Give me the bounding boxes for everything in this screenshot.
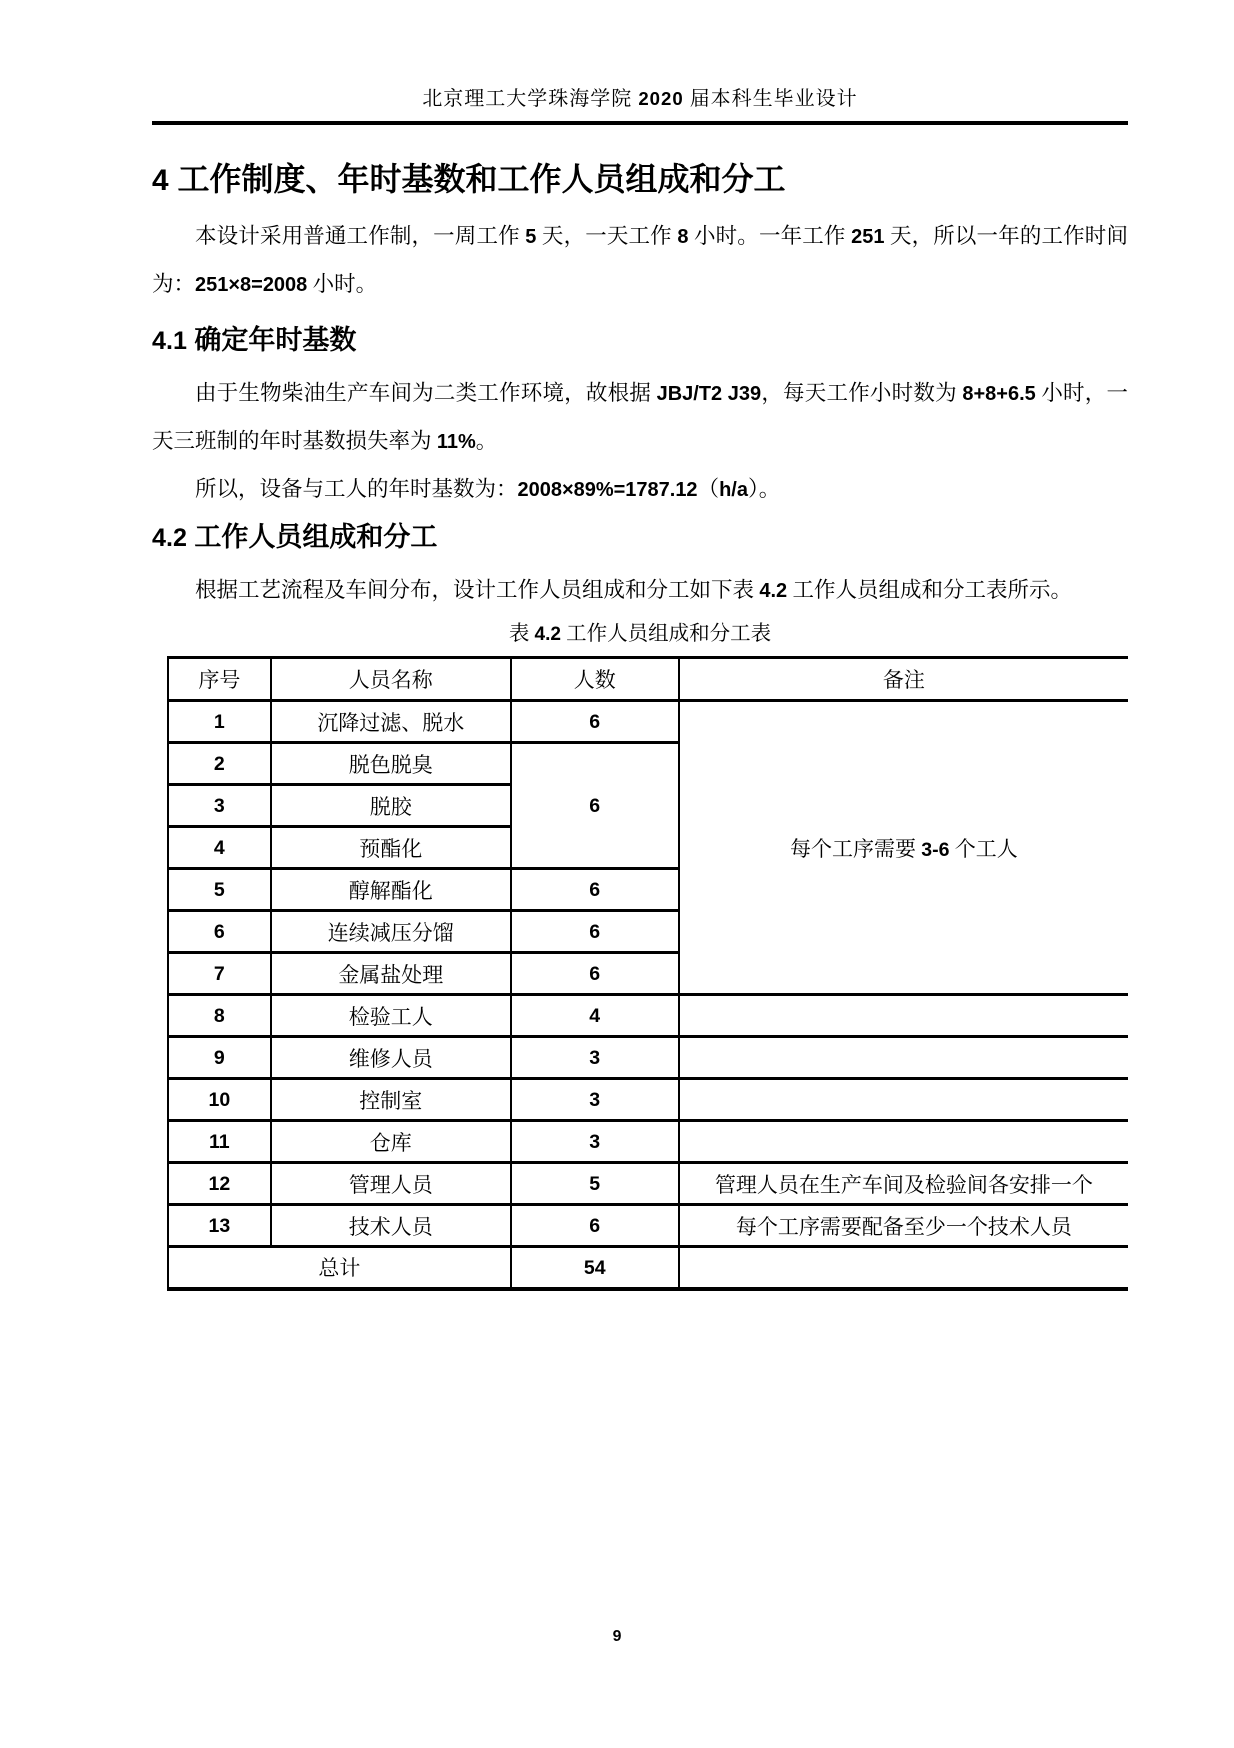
cell-note [679,1037,1128,1079]
table-row [168,1079,1128,1121]
paragraph-staff-intro: 根据工艺流程及车间分布，设计工作人员组成和分工如下表 4.2 工作人员组成和分工表所示。 [195,578,1073,602]
table-caption: 表 4.2 工作人员组成和分工表 [508,623,772,645]
cell-count: 6 [511,1205,679,1247]
cell-name: 脱胶 [271,785,511,827]
cell-note [679,1121,1128,1163]
cell-count: 5 [511,1163,679,1205]
cell-count: 6 [511,953,679,995]
cell-no: 2 [168,743,271,785]
cell-no: 7 [168,953,271,995]
cell-no: 9 [168,1037,271,1079]
cell-no: 1 [168,701,271,743]
cell-count: 6 [511,701,679,743]
cell-name: 管理人员 [271,1163,511,1205]
cell-count: 3 [511,1121,679,1163]
cell-name: 技术人员 [271,1205,511,1247]
table-row [168,1121,1128,1163]
page-header-title: 北京理工大学珠海学院 2020 届本科生毕业设计 [422,88,858,110]
cell-name: 醇解酯化 [271,869,511,911]
paragraph-work-environment: 由于生物柴油生产车间为二类工作环境，故根据 JBJ/T2 J39，每天工作小时数为 8+8+6.5 小时，一天三班制的年时基数损失率为 11%。 [152,381,1128,453]
cell-count: 6 [511,869,679,911]
cell-note: 每个工序需要 3-6 个工人 [679,701,1128,995]
section-heading-4-2: 4.2 工作人员组成和分工 [152,522,438,552]
cell-note: 每个工序需要配备至少一个技术人员 [679,1205,1128,1247]
staff-table [167,656,1128,1291]
cell-name: 脱色脱臭 [271,743,511,785]
table-row [168,1163,1128,1205]
cell-note: 管理人员在生产车间及检验间各安排一个 [679,1163,1128,1205]
cell-no: 10 [168,1079,271,1121]
table-row [168,1205,1128,1247]
cell-name: 沉降过滤、脱水 [271,701,511,743]
cell-note [679,995,1128,1037]
cell-no: 11 [168,1121,271,1163]
paragraph-work-system: 本设计采用普通工作制，一周工作 5 天，一天工作 8 小时。一年工作 251 天，所以一年的工作时间为：251×8=2008 小时。 [152,224,1128,296]
cell-no: 8 [168,995,271,1037]
table-row [168,995,1128,1037]
total-note-cell [679,1247,1128,1289]
total-label-cell: 总计 [168,1247,511,1289]
cell-no: 12 [168,1163,271,1205]
table-header-row [168,658,1128,701]
table-total-row [168,1247,1128,1289]
total-count-cell: 54 [511,1247,679,1289]
cell-name: 仓库 [271,1121,511,1163]
cell-count: 4 [511,995,679,1037]
cell-count: 6 [511,743,679,869]
cell-name: 金属盐处理 [271,953,511,995]
paragraph-annual-base: 所以，设备与工人的年时基数为：2008×89%=1787.12（h/a）。 [195,477,781,501]
column-header-name: 人员名称 [271,658,511,701]
cell-no: 13 [168,1205,271,1247]
table-row [168,701,1128,743]
cell-name: 预酯化 [271,827,511,869]
section-heading-4-1: 4.1 确定年时基数 [152,325,357,355]
cell-no: 3 [168,785,271,827]
cell-name: 连续减压分馏 [271,911,511,953]
cell-count: 3 [511,1037,679,1079]
cell-name: 维修人员 [271,1037,511,1079]
section-heading-4: 4 工作制度、年时基数和工作人员组成和分工 [152,161,786,197]
header-rule [152,121,1128,125]
table-row [168,1037,1128,1079]
cell-name: 检验工人 [271,995,511,1037]
column-header-note: 备注 [679,658,1128,701]
cell-no: 5 [168,869,271,911]
page-number: 9 [612,1628,622,1645]
cell-no: 4 [168,827,271,869]
column-header-count: 人数 [511,658,679,701]
cell-count: 6 [511,911,679,953]
cell-count: 3 [511,1079,679,1121]
cell-no: 6 [168,911,271,953]
cell-name: 控制室 [271,1079,511,1121]
column-header-no: 序号 [168,658,271,701]
cell-note [679,1079,1128,1121]
